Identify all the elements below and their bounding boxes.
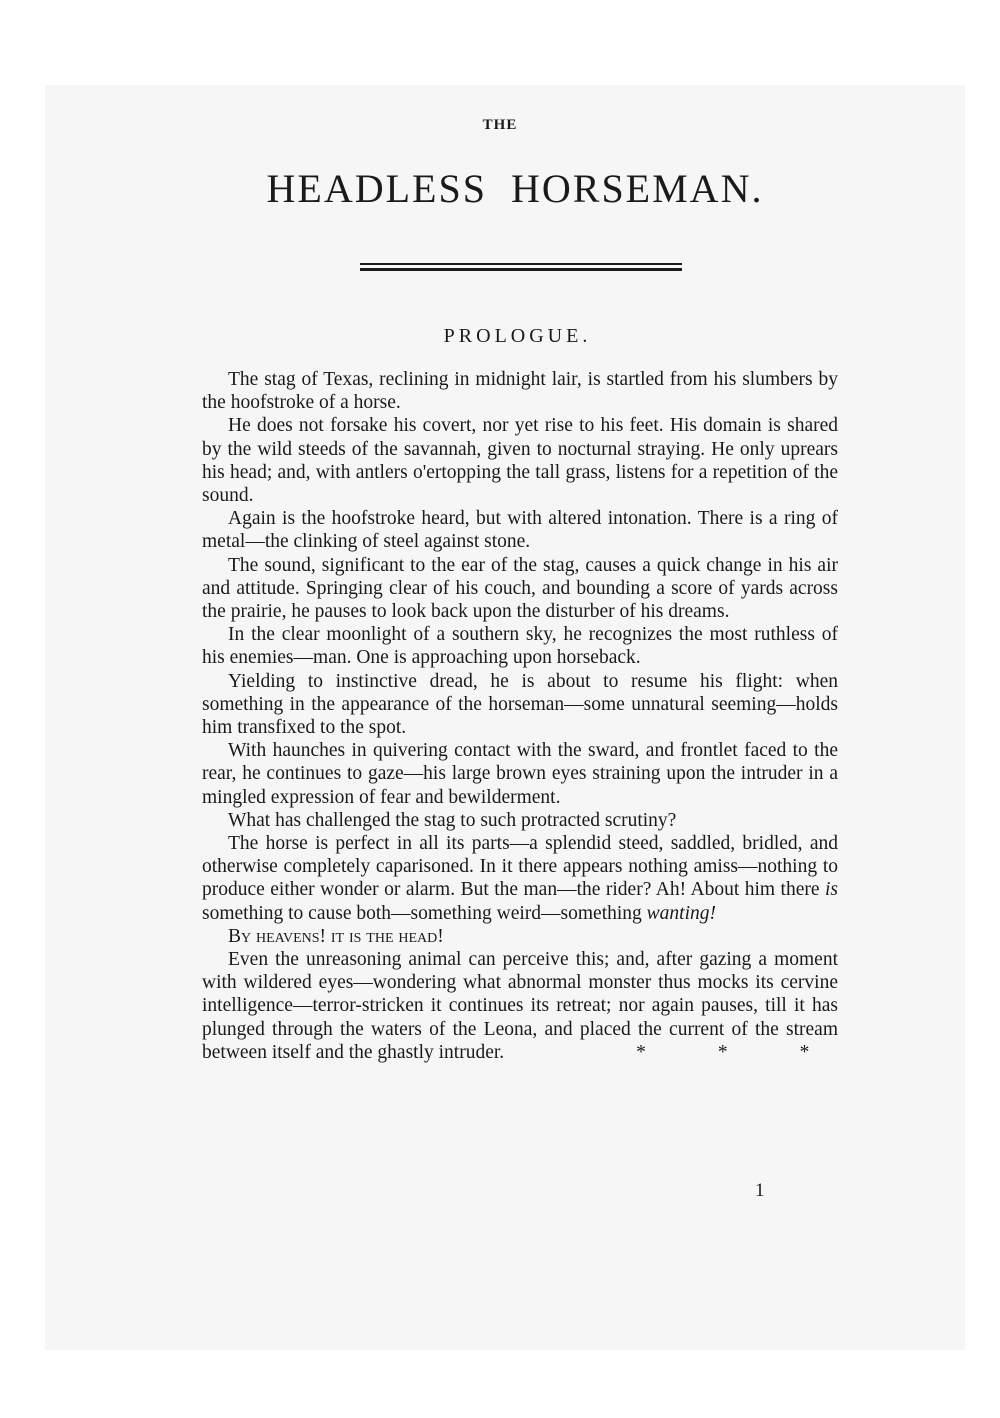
paragraph: With haunches in quivering contact with the sward, and frontlet faced to the rear, he continues to gaze—his large brown eyes straining upon the intruder in a mingled expression of fear and bewilderment. bbox=[202, 740, 838, 808]
paragraph: Again is the hoofstroke heard, but with altered intonation. There is a ring of metal—the clinking of steel against stone. bbox=[202, 508, 838, 553]
paragraph: The stag of Texas, reclining in midnight lair, is startled from his slumbers by the hoofstroke of a horse. bbox=[202, 369, 838, 414]
book-title: HEADLESS HORSEMAN. bbox=[266, 166, 764, 211]
small-title: THE bbox=[482, 117, 518, 133]
page-number: 1 bbox=[755, 1180, 765, 1201]
section-heading: PROLOGUE. bbox=[443, 325, 592, 347]
section-break-stars bbox=[538, 1041, 809, 1064]
paragraph: In the clear moonlight of a southern sky, he recognizes the most ruthless of his enemies—man. One is approaching upon horseback. bbox=[202, 624, 838, 669]
exclamation: By heavens! it is the head! bbox=[228, 925, 444, 947]
paragraph bbox=[202, 948, 838, 1064]
emphasis-is: is bbox=[824, 879, 838, 901]
title-rule-thick bbox=[360, 268, 682, 271]
paragraph: Yielding to instinctive dread, he is about to resume his flight: when something in the appearance of the horseman—some unnatural seeming—holds him transfixed to the spot. bbox=[202, 670, 838, 739]
body-text bbox=[202, 368, 838, 1064]
title-rule-thin bbox=[360, 263, 682, 265]
paragraph: The sound, significant to the ear of the stag, causes a quick change in his air and attitude. Springing clear of his couch, and bounding a score of yards across the prairie, he pauses to look back upon the disturber of his dreams. bbox=[202, 554, 838, 623]
paragraph: He does not forsake his covert, nor yet rise to his feet. His domain is shared by the wild steeds of the savannah, given to nocturnal straying. He only uprears his head; and, with antlers o'ertopping the tall grass, listens for a repetition of the sound. bbox=[202, 415, 838, 507]
star: * bbox=[717, 1041, 728, 1063]
paragraph-text: something to cause both—something weird—something bbox=[202, 902, 647, 924]
star: * bbox=[636, 1041, 646, 1063]
emphasis-wanting: wanting! bbox=[646, 902, 716, 924]
paragraph-text: Even the unreasoning animal can perceive this; and, after gazing a moment with wildered eyes—wondering what abnormal monster thus mocks its cervine intelligence—terror-stricken it continues its retreat; nor again pauses, till it has plunged through the waters of the Leona, and placed the current of the stream between itself and the ghastly intruder. bbox=[202, 949, 838, 1063]
paragraph: What has challenged the stag to such protracted scrutiny? bbox=[228, 809, 677, 831]
paragraph bbox=[202, 832, 838, 925]
star: * bbox=[799, 1041, 810, 1063]
paragraph-text: The horse is perfect in all its parts—a splendid steed, saddled, bridled, and otherwise completely caparisoned. In it there appears nothing amiss—nothing to produce either wonder or alarm. But the man—the rider? Ah! About him there bbox=[202, 833, 838, 901]
